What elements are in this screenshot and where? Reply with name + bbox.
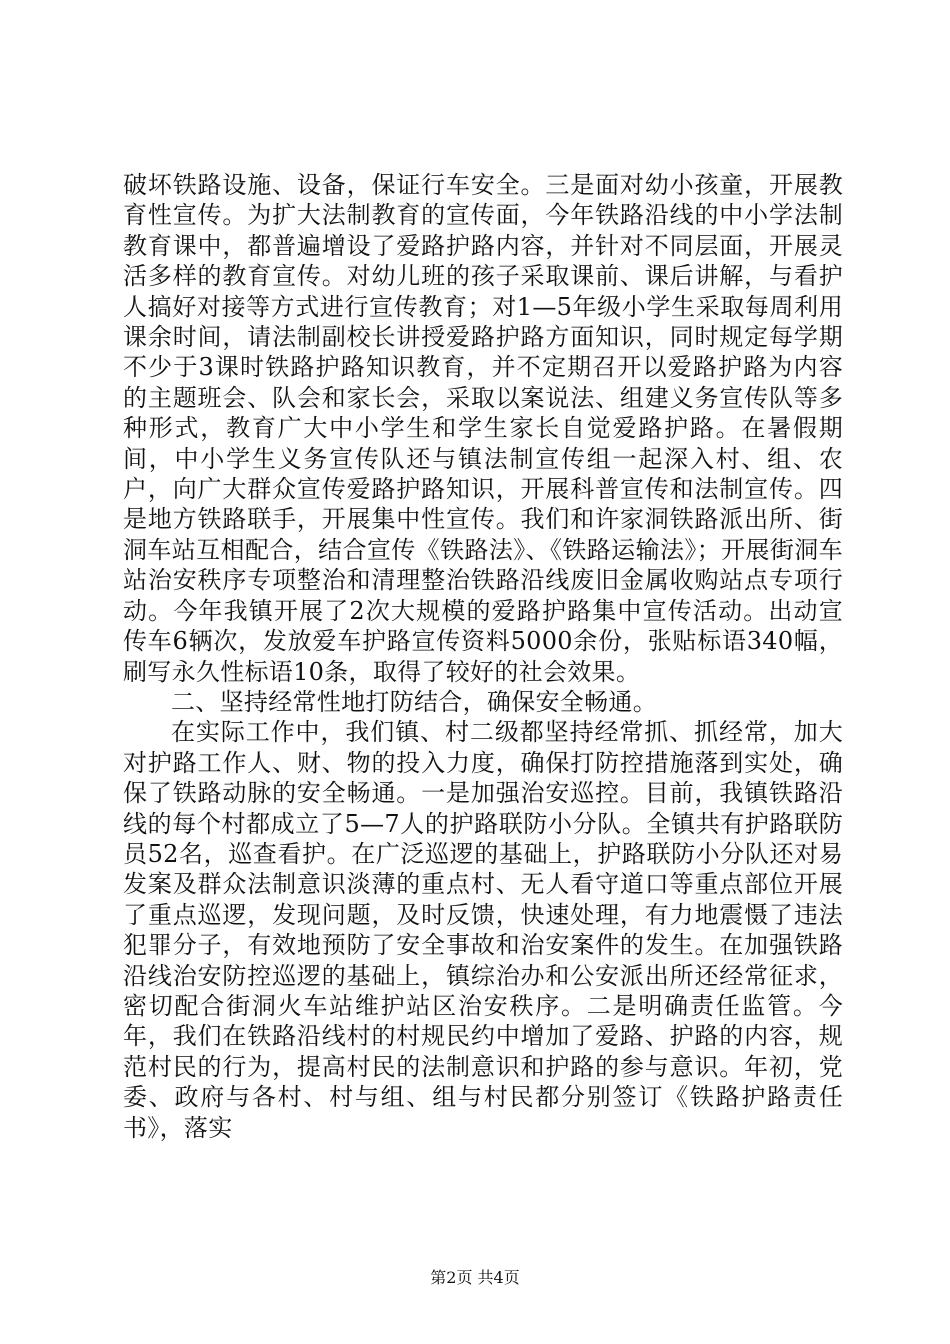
section-heading: 二、坚持经常性地打防结合，确保安全畅通。 [171, 687, 657, 716]
paragraph: 在实际工作中，我们镇、村二级都坚持经常抓、抓经常，加大对护路工作人、财、物的投入力度，确保打防控措施落到实处，确保了铁路动脉的安全畅通。一是加强治安巡控。目前，我镇铁路沿线的每个村都成立了5—7人的护路联防小分队。全镇共有护路联防员52名，巡查看护。在广泛巡逻的基础上，护路联防小分队还对易发案及群众法制意识淡薄的重点村、无人看守道口等重点部位开展了重点巡逻，发现问题，及时反馈，快速处理，有力地震慑了违法犯罪分子，有效地预防了安全事故和治安案件的发生。在加强铁路沿线治安防控巡逻的基础上，镇综治办和公安派出所还经常征求，密切配合街洞火车站维护站区治安秩序。二是明确责任监管。今年，我们在铁路沿线村的村规民约中增加了爱路、护路的内容，规范村民的行为，提高村民的法制意识和护路的参与意识。年初，党委、政府与各村、村与组、组与村民都分别签订《铁路护路责任书》，落实 [123, 718, 843, 1142]
page-number: 第2页 共4页 [430, 1268, 520, 1287]
paragraph: 破坏铁路设施、设备，保证行车安全。三是面对幼小孩童，开展教育性宣传。为扩大法制教育的宣传面，今年铁路沿线的中小学法制教育课中，都普遍增设了爱路护路内容，并针对不同层面，开展灵活多样的教育宣传。对幼儿班的孩子采取课前、课后讲解，与看护人搞好对接等方式进行宣传教育；对1—5年级小学生采取每周利用课余时间，请法制副校长讲授爱路护路方面知识，同时规定每学期不少于3课时铁路护路知识教育，并不定期召开以爱路护路为内容的主题班会、队会和家长会，采取以案说法、组建义务宣传队等多种形式，教育广大中小学生和学生家长自觉爱路护路。在暑假期间，中小学生义务宣传队还与镇法制宣传组一起深入村、组、农户，向广大群众宣传爱路护路知识，开展科普宣传和法制宣传。四是地方铁路联手，开展集中性宣传。我们和许家洞铁路派出所、街洞车站互相配合，结合宣传《铁路法》、《铁路运输法》；开展街洞车站治安秩序专项整治和清理整治铁路沿线废旧金属收购站点专项行动。今年我镇开展了2次大规模的爱路护路集中宣传活动。出动宣传车6辆次，发放爱车护路宣传资料5000余份，张贴标语340幅，刷写永久性标语10条，取得了较好的社会效果。 [123, 171, 843, 686]
document-body [123, 170, 843, 1143]
page-footer [0, 1268, 950, 1288]
